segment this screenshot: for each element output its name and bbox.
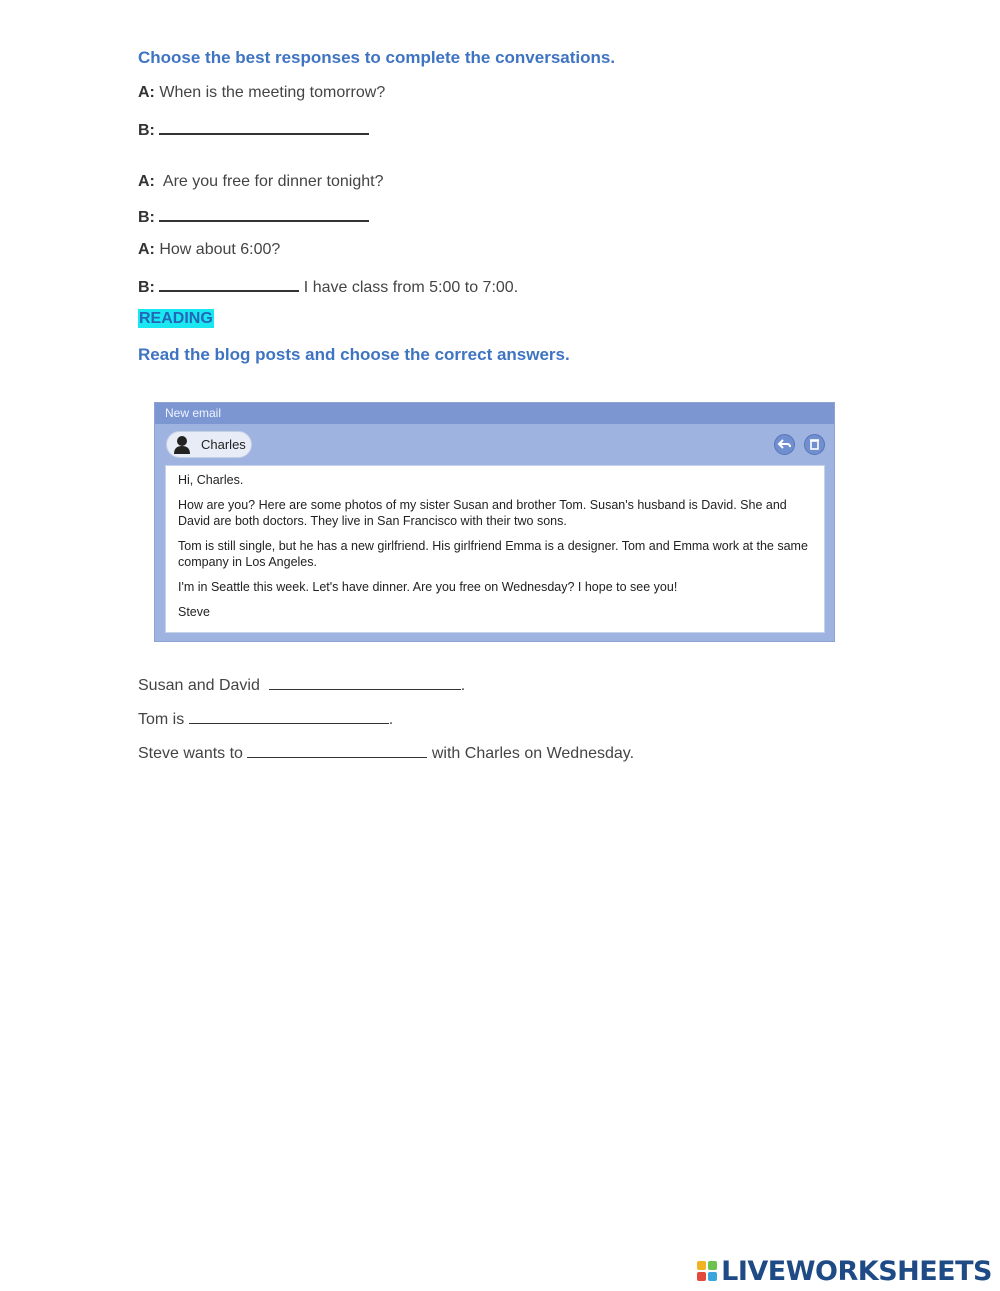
email-signature: Steve bbox=[178, 605, 210, 619]
reading-tag: READING bbox=[139, 310, 213, 327]
question-text: Steve wants to bbox=[138, 745, 243, 762]
question-text: Susan and David bbox=[138, 677, 260, 694]
conversation-line bbox=[138, 173, 383, 191]
speaker-label: B: bbox=[138, 209, 155, 226]
question-text: Tom is bbox=[138, 711, 185, 728]
person-icon bbox=[173, 435, 191, 454]
answer-blank[interactable] bbox=[247, 743, 427, 758]
conversation-line bbox=[138, 276, 518, 297]
question-line bbox=[138, 675, 465, 695]
email-paragraph: I'm in Seattle this week. Let's have dinner. Are you free on Wednesday? I hope to see you! bbox=[178, 580, 678, 594]
speaker-label: B: bbox=[138, 122, 155, 139]
line-text: When is the meeting tomorrow? bbox=[159, 84, 386, 101]
answer-blank[interactable] bbox=[159, 276, 299, 292]
reading-section-label bbox=[138, 310, 214, 328]
conversation-line bbox=[138, 119, 369, 140]
conversation-line bbox=[138, 241, 280, 259]
email-greeting: Hi, Charles. bbox=[178, 473, 244, 487]
logo-icon bbox=[697, 1261, 717, 1281]
liveworksheets-logo bbox=[697, 1255, 992, 1287]
question-suffix: . bbox=[388, 711, 394, 728]
instruction-heading: Choose the best responses to complete the conversations. bbox=[138, 48, 616, 67]
reading-heading: Read the blog posts and choose the correct answers. bbox=[138, 345, 570, 364]
speaker-label: A: bbox=[138, 84, 155, 101]
question-suffix: with Charles on Wednesday. bbox=[431, 745, 635, 762]
trash-icon bbox=[804, 434, 825, 455]
email-paragraph: Tom is still single, but he has a new girlfriend. His girlfriend Emma is a designer. Tom and Emma work at the same company in Los Angeles. bbox=[178, 539, 808, 569]
answer-blank[interactable] bbox=[269, 675, 461, 690]
answer-blank[interactable] bbox=[159, 206, 369, 222]
line-text: How about 6:00? bbox=[159, 241, 281, 258]
email-window bbox=[154, 402, 835, 642]
logo-text: LIVEWORKSHEETS bbox=[721, 1255, 992, 1287]
speaker-label: A: bbox=[138, 173, 155, 190]
line-text: Are you free for dinner tonight? bbox=[159, 173, 384, 190]
conversation-line bbox=[138, 84, 385, 102]
recipient-chip bbox=[166, 431, 252, 458]
question-line bbox=[138, 743, 634, 763]
email-paragraph: How are you? Here are some photos of my sister Susan and brother Tom. Susan's husband is David. She and David are both doctors. They live in San Francisco with their two sons. bbox=[178, 498, 787, 528]
line-text: I have class from 5:00 to 7:00. bbox=[303, 279, 519, 296]
speaker-label: B: bbox=[138, 279, 155, 296]
email-body bbox=[165, 465, 825, 633]
answer-blank[interactable] bbox=[159, 119, 369, 135]
answer-blank[interactable] bbox=[189, 709, 389, 724]
reply-icon bbox=[774, 434, 795, 455]
question-suffix: . bbox=[460, 677, 466, 694]
conversation-line bbox=[138, 206, 369, 227]
speaker-label: A: bbox=[138, 241, 155, 258]
email-titlebar: New email bbox=[155, 403, 834, 424]
recipient-name: Charles bbox=[201, 437, 246, 452]
question-line bbox=[138, 709, 393, 729]
